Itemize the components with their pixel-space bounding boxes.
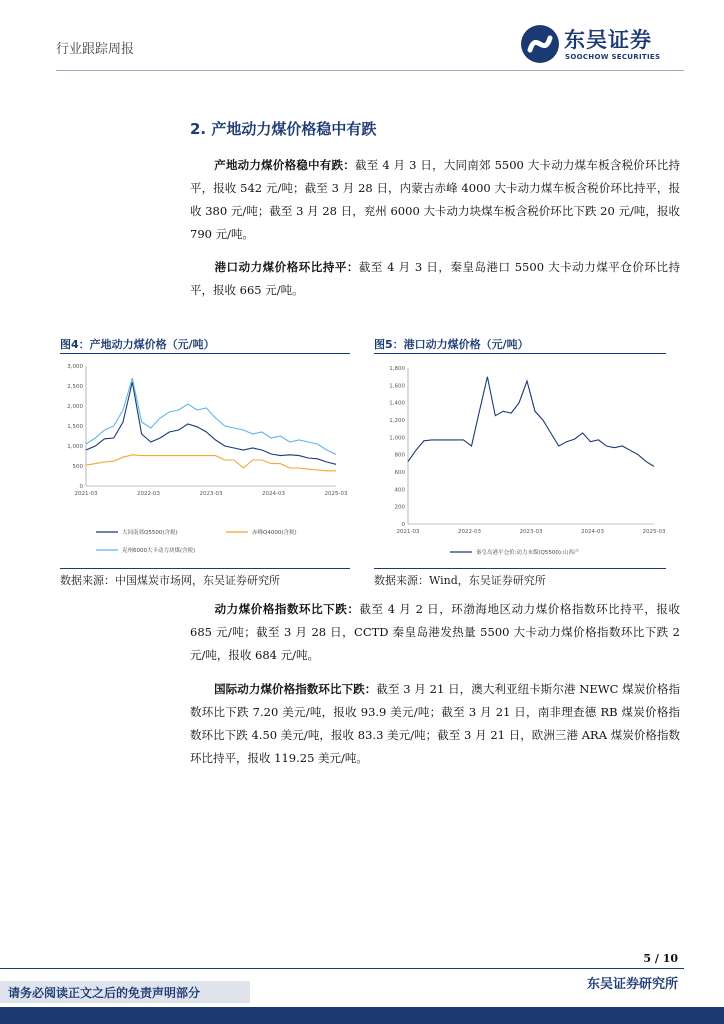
legend-label-1: 大同南郊Q5500(含税) xyxy=(122,530,178,536)
y-tick-label: 200 xyxy=(394,504,405,511)
y-tick-label: 400 xyxy=(394,487,405,494)
x-tick-label: 2025-03 xyxy=(642,529,666,535)
y-tick-label: 1,400 xyxy=(389,400,405,407)
x-tick-label: 2023-03 xyxy=(519,529,543,535)
figure4-title: 图4：产地动力煤价格（元/吨） xyxy=(60,338,215,351)
y-tick-label: 1,600 xyxy=(389,383,405,390)
y-tick-label: 1,200 xyxy=(389,418,405,424)
y-tick-label: 1,800 xyxy=(389,366,405,372)
paragraph-body: 截至 4 月 3 日，大同南郊 5500 大卡动力煤车板含税价环比持平，报收 542 元/吨；截至 3 月 28 日，内蒙古赤峰 4000 大卡动力煤车板含税价环比持平，报收 380 元/吨；截至 3 月 28 日，兖州 6000 大卡动力块煤车板含税价环比下跌 20 元/吨，报收 790 元/吨。 xyxy=(190,158,680,241)
figure5-title: 图5：港口动力煤价格（元/吨） xyxy=(374,338,529,351)
figure4-top-rule xyxy=(60,353,350,354)
y-tick-label: 0 xyxy=(79,484,83,490)
header-divider xyxy=(56,70,684,71)
paragraph-lead: 港口动力煤价格环比持平： xyxy=(214,260,359,274)
page-number: 5 / 10 xyxy=(643,952,678,965)
report-type-label: 行业跟踪周报 xyxy=(56,42,135,57)
x-tick-label: 2025-03 xyxy=(324,491,348,497)
company-logo xyxy=(520,24,680,68)
x-tick-label: 2024-03 xyxy=(262,491,285,497)
disclaimer-band xyxy=(0,981,250,1003)
legend-label-3: 兖州6000大卡动力块煤(含税) xyxy=(122,548,196,554)
series-line-1 xyxy=(408,377,654,467)
paragraph-origin-price xyxy=(190,154,680,246)
y-tick-label: 1,500 xyxy=(67,424,83,430)
legend-label-2: 赤峰Q4000(含税) xyxy=(252,530,297,536)
y-tick-label: 500 xyxy=(72,464,83,470)
y-tick-label: 2,500 xyxy=(67,384,83,390)
x-tick-label: 2022-03 xyxy=(458,529,481,535)
footer-org: 东吴证券研究所 xyxy=(586,977,678,992)
figure5-source: 数据来源：Wind，东吴证券研究所 xyxy=(374,574,546,587)
soochow-logo-icon xyxy=(520,24,560,64)
paragraph-lead: 动力煤价格指数环比下跌： xyxy=(214,602,360,616)
footer-divider xyxy=(0,968,684,969)
series-line-3 xyxy=(86,378,336,454)
y-tick-label: 3,000 xyxy=(67,364,83,370)
paragraph-body: 截至 4 月 2 日，环渤海地区动力煤价格指数环比持平，报收 685 元/吨；截至 3 月 28 日，CCTD 秦皇岛港发热量 5500 大卡动力煤价格指数环比下跌 2 元/吨，报收 684 元/吨。 xyxy=(190,602,680,662)
legend-label-1: 秦皇岛港平仓价:动力末煤(Q5500):山西产 xyxy=(476,550,580,556)
figure5-chart xyxy=(374,356,666,566)
y-tick-label: 2,000 xyxy=(67,404,83,410)
figure4-source: 数据来源：中国煤炭市场网，东吴证券研究所 xyxy=(60,574,280,587)
section-title: 2. 产地动力煤价格稳中有跌 xyxy=(190,120,377,138)
logo-name: 东吴证券 xyxy=(564,28,652,52)
paragraph-body: 截至 3 月 21 日，澳大利亚纽卡斯尔港 NEWC 煤炭价格指数环比下跌 7.20 美元/吨，报收 93.9 美元/吨；截至 3 月 21 日，南非理查德 RB 煤炭价格指数环比下跌 4.50 美元/吨，报收 83.3 美元/吨；截至 3 月 21 日，欧洲三港 ARA 煤炭价格指数环比持平，报收 119.25 美元/吨。 xyxy=(190,682,680,765)
disclaimer-text: 请务必阅读正文之后的免责声明部分 xyxy=(8,986,201,1000)
x-tick-label: 2023-03 xyxy=(199,491,223,497)
paragraph-price-index xyxy=(190,598,680,667)
x-tick-label: 2021-03 xyxy=(396,529,420,535)
figure5-bottom-rule xyxy=(374,568,666,569)
logo-subtitle: SOOCHOW SECURITIES xyxy=(565,53,661,61)
x-tick-label: 2024-03 xyxy=(581,529,604,535)
y-tick-label: 1,000 xyxy=(67,444,83,450)
y-tick-label: 600 xyxy=(394,470,405,476)
figure4-bottom-rule xyxy=(60,568,350,569)
y-tick-label: 1,000 xyxy=(389,435,405,442)
paragraph-body: 截至 4 月 3 日，秦皇岛港口 5500 大卡动力煤平仓价环比持平，报收 665 元/吨。 xyxy=(190,260,680,297)
figure4-chart xyxy=(60,356,350,566)
paragraph-lead: 国际动力煤价格指数环比下跌： xyxy=(214,682,377,696)
y-tick-label: 0 xyxy=(401,522,405,528)
figure5-top-rule xyxy=(374,353,666,354)
y-tick-label: 800 xyxy=(394,452,405,459)
paragraph-lead: 产地动力煤价格稳中有跌： xyxy=(214,158,355,172)
paragraph-intl-index xyxy=(190,678,680,770)
x-tick-label: 2022-03 xyxy=(137,491,160,497)
series-line-1 xyxy=(86,382,336,464)
footer-bar xyxy=(0,1007,724,1024)
series-line-2 xyxy=(86,455,336,471)
x-tick-label: 2021-03 xyxy=(74,491,98,497)
paragraph-port-price xyxy=(190,256,680,302)
